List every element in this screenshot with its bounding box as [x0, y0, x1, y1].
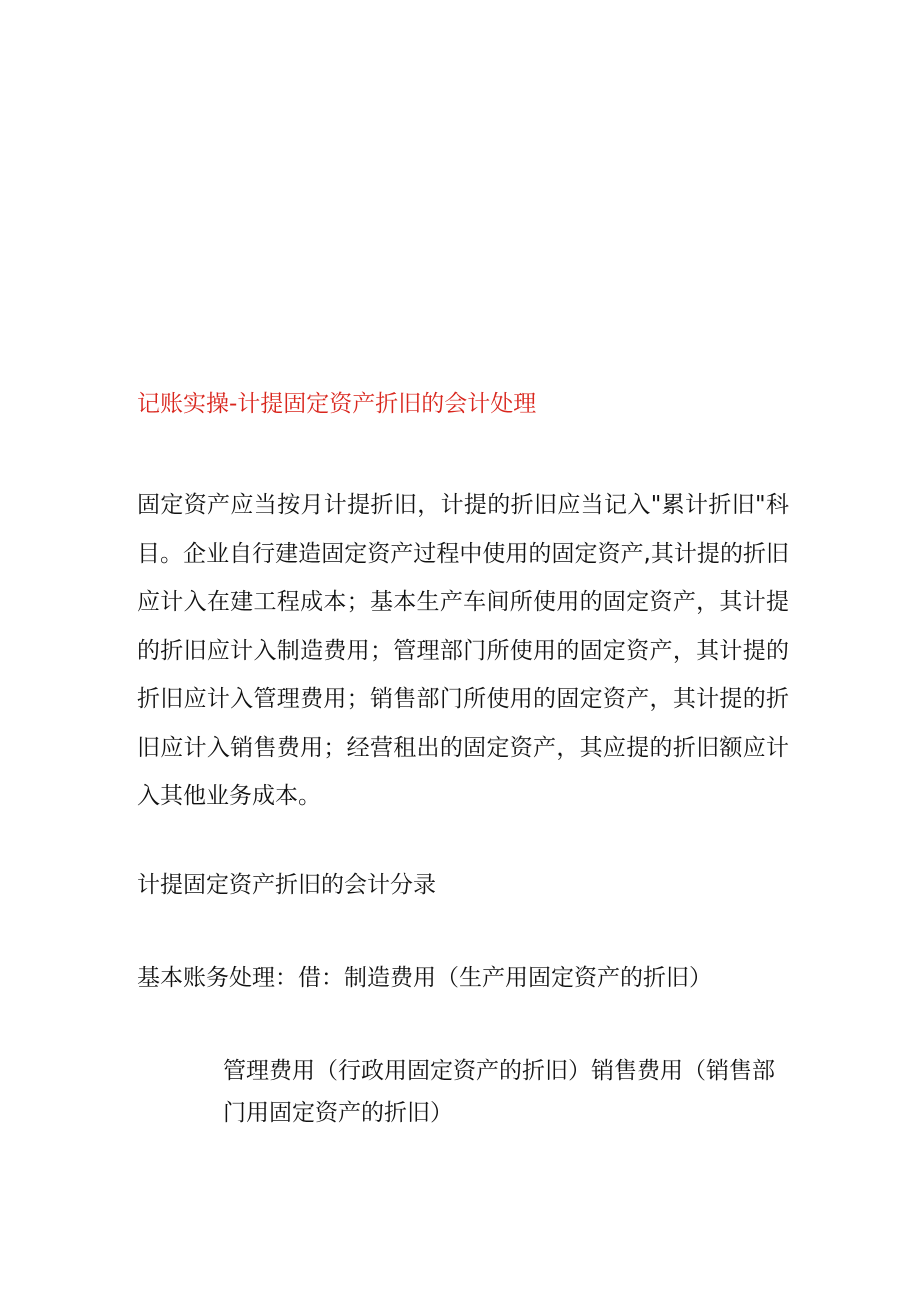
section-subheading: 计提固定资产折旧的会计分录	[137, 872, 436, 898]
journal-entry-continuation: 管理费用（行政用固定资产的折旧）销售费用（销售部门用固定资产的折旧）	[223, 1058, 775, 1126]
journal-entry-line: 基本账务处理：借：制造费用（生产用固定资产的折旧）	[137, 965, 712, 991]
document-title: 记账实操-计提固定资产折旧的会计处理	[137, 391, 537, 417]
body-paragraph: 固定资产应当按月计提折旧，计提的折旧应当记入"累计折旧"科目。企业自行建造固定资产过程中使用的固定资产,其计提的折旧应计入在建工程成本；基本生产车间所使用的固定资产，其计提的折旧应计入制造费用；管理部门所使用的固定资产，其计提的折旧应计入管理费用；销售部门所使用的固定资产，其计提的折旧应计入销售费用；经营租出的固定资产，其应提的折旧额应计入其他业务成本。	[137, 492, 789, 809]
